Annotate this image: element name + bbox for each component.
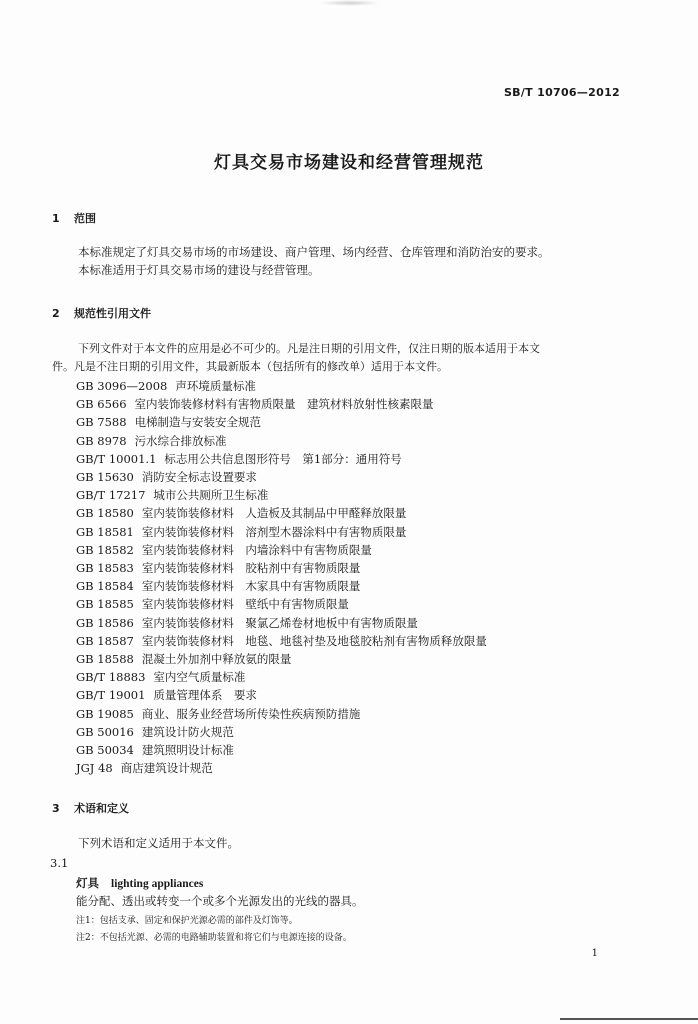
reference-code: GB/T 18883 bbox=[76, 670, 146, 685]
scope-paragraph-1: 本标准规定了灯具交易市场的市场建设、商户管理、场内经营、仓库管理和消防治安的要求。 bbox=[78, 245, 550, 259]
reference-title: 室内装饰装修材料 胶粘剂中有害物质限量 bbox=[141, 561, 361, 576]
reference-item bbox=[76, 723, 487, 741]
reference-title: 商店建筑设计规范 bbox=[120, 761, 213, 776]
reference-item bbox=[76, 595, 487, 613]
reference-code: GB 18586 bbox=[76, 615, 134, 630]
reference-code: GB 6566 bbox=[76, 397, 127, 412]
reference-code: GB 18580 bbox=[76, 506, 134, 521]
reference-code: GB 50016 bbox=[76, 724, 134, 739]
section-heading-normative-refs bbox=[52, 305, 151, 321]
reference-item bbox=[76, 377, 487, 395]
document-title: 灯具交易市场建设和经营管理规范 bbox=[214, 153, 484, 173]
reference-item bbox=[76, 650, 487, 668]
scan-artifact bbox=[320, 0, 380, 6]
reference-item bbox=[76, 632, 487, 650]
reference-item bbox=[76, 486, 487, 504]
standard-number: SB/T 10706—2012 bbox=[503, 86, 620, 99]
reference-code: GB 18585 bbox=[76, 597, 134, 612]
reference-title: 室内装饰装修材料 木家具中有害物质限量 bbox=[141, 579, 361, 594]
reference-title: 建筑设计防火规范 bbox=[141, 724, 234, 739]
section-number: 1 bbox=[52, 212, 60, 225]
section-number: 2 bbox=[52, 307, 60, 320]
reference-code: GB/T 19001 bbox=[76, 688, 146, 703]
section-heading-terms bbox=[52, 800, 129, 816]
clause-number: 3.1 bbox=[50, 856, 69, 870]
reference-title: 建筑照明设计标准 bbox=[141, 743, 234, 758]
reference-title: 污水综合排放标准 bbox=[134, 433, 227, 448]
term-definition: 能分配、透出或转变一个或多个光源发出的光线的器具。 bbox=[76, 894, 364, 908]
refs-intro-line-1: 下列文件对于本文件的应用是必不可少的。凡是注日期的引用文件，仅注日期的版本适用于本文 bbox=[78, 342, 540, 355]
reference-code: GB 15630 bbox=[76, 470, 134, 485]
reference-code: GB/T 10001.1 bbox=[76, 451, 157, 466]
section-number: 3 bbox=[52, 802, 60, 815]
reference-code: GB 18583 bbox=[76, 561, 134, 576]
scope-paragraph-2: 本标准适用于灯具交易市场的建设与经营管理。 bbox=[78, 263, 320, 277]
reference-code: GB 7588 bbox=[76, 415, 127, 430]
reference-title: 城市公共厕所卫生标准 bbox=[153, 488, 269, 503]
reference-title: 室内装饰装修材料 壁纸中有害物质限量 bbox=[141, 597, 349, 612]
reference-title: 电梯制造与安装安全规范 bbox=[134, 415, 262, 430]
reference-code: GB 18584 bbox=[76, 579, 134, 594]
reference-title: 质量管理体系 要求 bbox=[153, 688, 257, 703]
reference-item bbox=[76, 705, 487, 723]
reference-item bbox=[76, 686, 487, 704]
reference-item bbox=[76, 559, 487, 577]
reference-title: 室内装饰装修材料 内墙涂料中有害物质限量 bbox=[141, 542, 372, 557]
reference-title: 室内装饰装修材料有害物质限量 建筑材料放射性核素限量 bbox=[134, 397, 434, 412]
reference-item bbox=[76, 450, 487, 468]
reference-title: 室内装饰装修材料 人造板及其制品中甲醛释放限量 bbox=[141, 506, 407, 521]
reference-code: JGJ 48 bbox=[76, 761, 113, 776]
reference-title: 室内装饰装修材料 地毯、地毯衬垫及地毯胶粘剂有害物质释放限量 bbox=[141, 633, 487, 648]
reference-code: GB/T 17217 bbox=[76, 488, 146, 503]
page-number: 1 bbox=[591, 948, 598, 959]
reference-code: GB 18581 bbox=[76, 524, 134, 539]
reference-title: 混凝土外加剂中释放氨的限量 bbox=[141, 652, 292, 667]
reference-list bbox=[76, 377, 487, 777]
reference-item bbox=[76, 523, 487, 541]
reference-item bbox=[76, 759, 487, 777]
reference-item bbox=[76, 614, 487, 632]
reference-title: 标志用公共信息图形符号 第1部分：通用符号 bbox=[164, 451, 402, 466]
reference-code: GB 18582 bbox=[76, 542, 134, 557]
section-title: 范围 bbox=[74, 212, 96, 225]
reference-code: GB 19085 bbox=[76, 706, 134, 721]
section-heading-scope bbox=[52, 210, 96, 226]
reference-item bbox=[76, 395, 487, 413]
reference-title: 室内装饰装修材料 聚氯乙烯卷材地板中有害物质限量 bbox=[141, 615, 418, 630]
reference-item bbox=[76, 504, 487, 522]
section-title: 规范性引用文件 bbox=[74, 307, 151, 320]
reference-item bbox=[76, 577, 487, 595]
scan-edge-line bbox=[560, 1018, 698, 1020]
reference-code: GB 18588 bbox=[76, 652, 134, 667]
reference-title: 商业、服务业经营场所传染性疾病预防措施 bbox=[141, 706, 361, 721]
reference-item bbox=[76, 541, 487, 559]
reference-item bbox=[76, 413, 487, 431]
term-chinese: 灯具 bbox=[76, 876, 99, 890]
refs-intro-line-2: 件。凡是不注日期的引用文件，其最新版本（包括所有的修改单）适用于本文件。 bbox=[52, 360, 448, 373]
term-english: lighting appliances bbox=[111, 878, 204, 890]
reference-code: GB 3096—2008 bbox=[76, 379, 168, 393]
reference-title: 室内装饰装修材料 溶剂型木器涂料中有害物质限量 bbox=[141, 524, 407, 539]
reference-title: 声环境质量标准 bbox=[175, 379, 256, 393]
reference-item bbox=[76, 741, 487, 759]
section-title: 术语和定义 bbox=[74, 802, 129, 815]
note-2: 注2：不包括光源、必需的电路辅助装置和将它们与电源连接的设备。 bbox=[76, 933, 352, 943]
reference-code: GB 18587 bbox=[76, 633, 134, 648]
reference-item bbox=[76, 668, 487, 686]
reference-code: GB 8978 bbox=[76, 433, 127, 448]
reference-title: 室内空气质量标准 bbox=[153, 670, 246, 685]
reference-item bbox=[76, 468, 487, 486]
reference-title: 消防安全标志设置要求 bbox=[141, 470, 257, 485]
term-entry bbox=[76, 875, 203, 891]
reference-code: GB 50034 bbox=[76, 743, 134, 758]
reference-item bbox=[76, 432, 487, 450]
note-1: 注1：包括支承、固定和保护光源必需的部件及灯饰等。 bbox=[76, 916, 298, 926]
terms-intro: 下列术语和定义适用于本文件。 bbox=[78, 836, 239, 850]
